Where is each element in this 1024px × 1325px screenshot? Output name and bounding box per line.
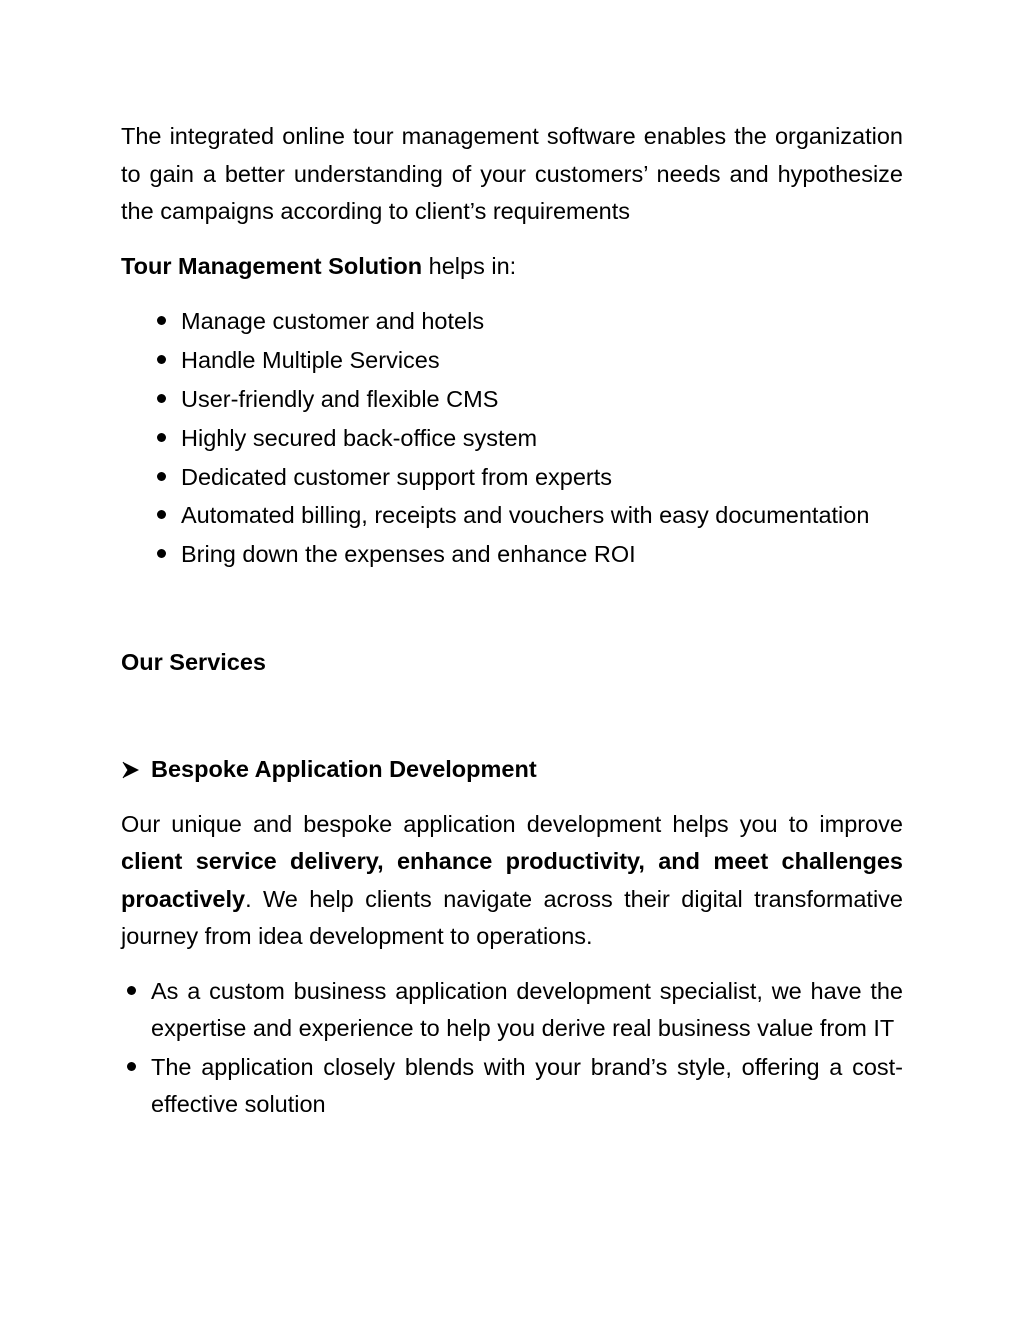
arrowhead-bullet-icon [121, 760, 141, 780]
sub-heading-text: Bespoke Application Development [151, 756, 537, 782]
bullet-icon [156, 458, 166, 497]
bullet-icon [156, 419, 166, 458]
helps-intro-line [121, 248, 903, 286]
list-item: Handle Multiple Services [181, 341, 903, 380]
bullet-icon [126, 973, 136, 1011]
sub-heading [121, 751, 903, 789]
bullet-icon [126, 1049, 136, 1087]
list-item: The application closely blends with your brand’s style, offering a cost-effective solution [151, 1049, 903, 1124]
list-item: Dedicated customer support from experts [181, 458, 903, 497]
list-item: Bring down the expenses and enhance ROI [181, 535, 903, 574]
list-item: As a custom business application development specialist, we have the expertise and experience to help you derive real business value from IT [151, 973, 903, 1048]
bullet-icon [156, 497, 166, 535]
bespoke-list [121, 973, 903, 1124]
list-item: User-friendly and flexible CMS [181, 380, 903, 419]
list-item: Automated billing, receipts and vouchers with easy documentation [181, 497, 903, 535]
list-item: Manage customer and hotels [181, 302, 903, 341]
bold-phrase: client service delivery, enhance productivity, and meet challenges proactively [121, 848, 903, 912]
solution-name: Tour Management Solution [121, 252, 423, 279]
list-item: Highly secured back-office system [181, 419, 903, 458]
helps-list [121, 302, 903, 574]
document-page [121, 118, 903, 1125]
bespoke-paragraph: Our unique and bespoke application development helps you to improve client service delivery, enhance productivity, and meet challenges proactively. We help clients navigate across their digital transformative journey from idea development to operations. [121, 810, 903, 949]
bullet-icon [156, 535, 166, 574]
bullet-icon [156, 380, 166, 419]
helps-in-text: helps in: [422, 252, 517, 279]
intro-paragraph: The integrated online tour management software enables the organization to gain a better understanding of your customers’ needs and hypothesize the campaigns according to client’s requirements [121, 123, 903, 224]
section-title: Our Services [121, 648, 267, 675]
bullet-icon [156, 302, 166, 341]
bullet-icon [156, 341, 166, 380]
